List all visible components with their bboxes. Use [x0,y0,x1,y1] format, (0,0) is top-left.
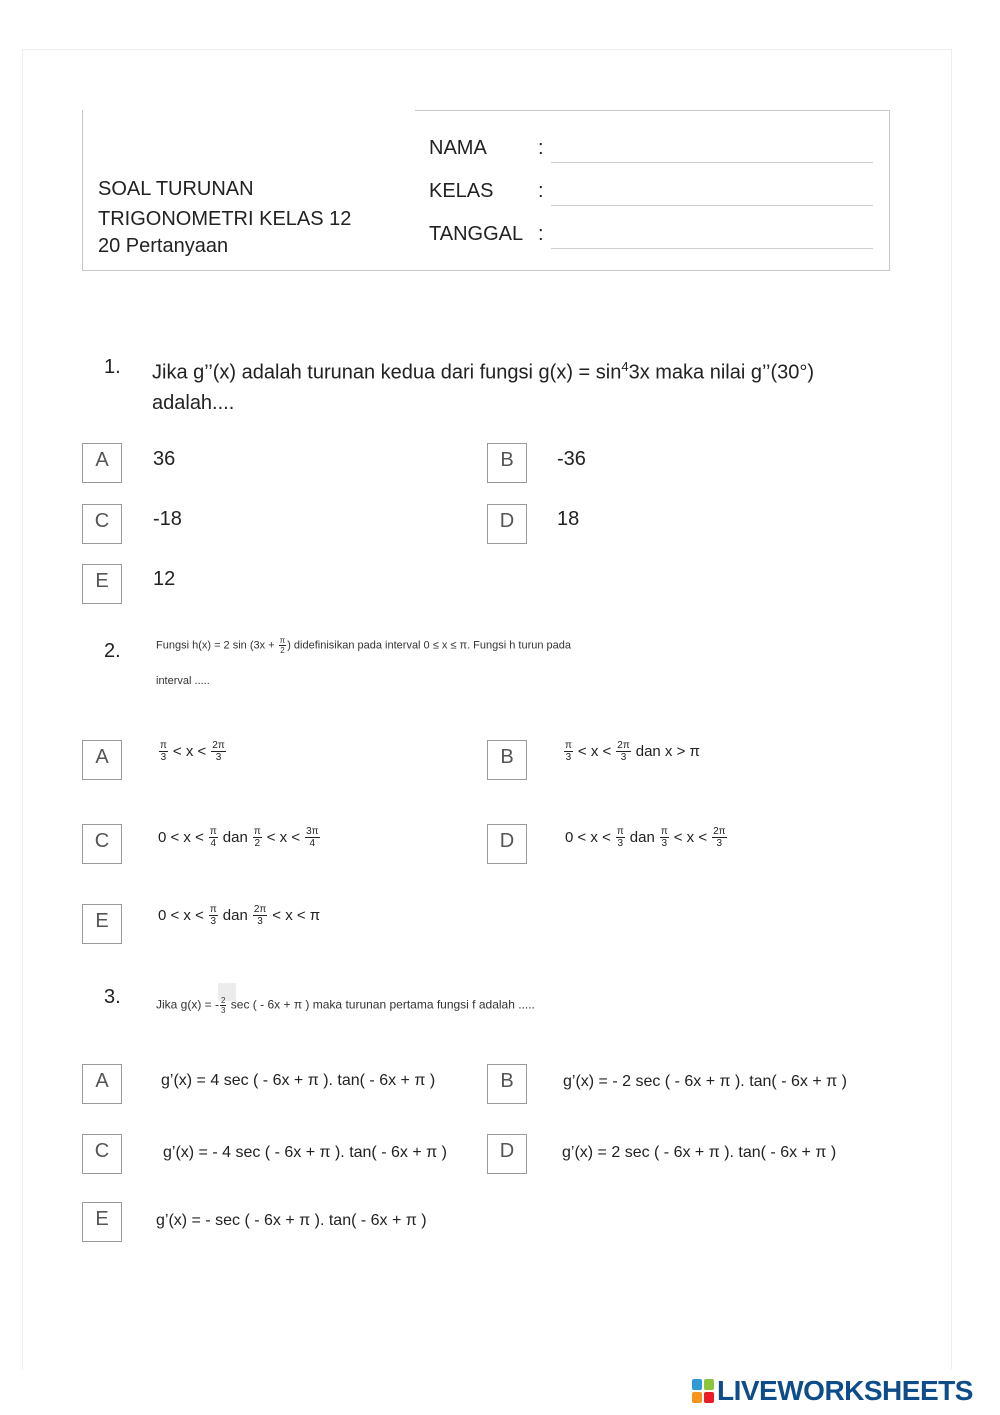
question-2-number: 2. [104,640,121,662]
field-label-tanggal: TANGGAL [429,223,524,245]
q2-option-b-box[interactable]: B [487,740,527,780]
kelas-input-line[interactable] [551,205,873,206]
q3-option-b-formula: g’(x) = - 2 sec ( - 6x + π ). tan( - 6x + π ) [563,1073,847,1090]
q1-option-c-box[interactable]: C [82,504,122,544]
q3-option-c-box[interactable]: C [82,1134,122,1174]
field-label-kelas: KELAS [429,180,494,202]
q1-option-a-text: 36 [153,448,176,470]
q2-option-c-formula: 0 < x < $\frac{\pi}{4}$ dan $\frac{\pi}{2}$ < x < $\frac{3\pi}{4}$ [158,826,319,849]
q3-option-b-box[interactable]: B [487,1064,527,1104]
q2-option-c-box[interactable]: C [82,824,122,864]
q1-option-c-text: -18 [153,508,182,530]
field-colon: : [538,223,544,245]
q2-option-d-box[interactable]: D [487,824,527,864]
q3-option-e-box[interactable]: E [82,1202,122,1242]
q1-option-a-box[interactable]: A [82,443,122,483]
question-count: 20 Pertanyaan [98,235,229,257]
brand-name: LIVEWORKSHEETS [717,1375,973,1406]
q3-option-d-box[interactable]: D [487,1134,527,1174]
q1-option-b-text: -36 [557,448,586,470]
q1-option-e-text: 12 [153,568,176,590]
q2-option-d-formula: 0 < x < $\frac{\pi}{3}$ dan $\frac{\pi}{3}$ < x < $\frac{2\pi}{3}$ [565,826,726,849]
q3-option-a-formula: g’(x) = 4 sec ( - 6x + π ). tan( - 6x + π ) [161,1072,436,1089]
question-2-text-line2: interval ..... [156,675,210,687]
field-colon: : [538,137,544,159]
question-1-number: 1. [104,356,121,378]
q1-option-d-box[interactable]: D [487,504,527,544]
q2-option-a-formula: $\frac{\pi}{3}$ < x < $\frac{2\pi}{3}$ [160,740,225,763]
worksheet-title-line1: SOAL TURUNAN [98,178,254,200]
q2-option-b-formula: $\frac{\pi}{3}$ < x < $\frac{2\pi}{3}$ dan x > π [565,740,700,763]
q1-option-e-box[interactable]: E [82,564,122,604]
q3-option-d-formula: g’(x) = 2 sec ( - 6x + π ). tan( - 6x + π ) [562,1144,837,1161]
liveworksheets-brand [692,1375,973,1407]
q3-option-e-formula: g’(x) = - sec ( - 6x + π ). tan( - 6x + π ) [156,1212,427,1229]
field-colon: : [538,180,544,202]
q1-option-b-box[interactable]: B [487,443,527,483]
question-3-text: Jika g(x) = - $\frac{2}{3}$ sec ( - 6x + π ) maka turunan pertama fungsi f adalah ..... [156,996,535,1015]
question-2-text-line1: Fungsi h(x) = 2 sin (3x + $\frac{\pi}{2}$ ) didefinisikan pada interval 0 ≤ x ≤ π. Fungsi h turun pada [156,636,572,655]
q3-option-c-formula: g’(x) = - 4 sec ( - 6x + π ). tan( - 6x + π ) [163,1144,447,1161]
q2-option-e-formula: 0 < x < $\frac{\pi}{3}$ dan $\frac{2\pi}{3}$ < x < π [158,904,321,927]
liveworksheets-logo-icon [692,1379,714,1403]
q3-option-a-box[interactable]: A [82,1064,122,1104]
q2-option-a-box[interactable]: A [82,740,122,780]
tanggal-input-line[interactable] [551,248,873,249]
q2-option-e-box[interactable]: E [82,904,122,944]
question-1-text: Jika g’’(x) adalah turunan kedua dari fungsi $g(x) = \sin^43x$ maka nilai g’’(30°) adalah.... [152,359,815,414]
field-label-nama: NAMA [429,137,487,159]
nama-input-line[interactable] [551,162,873,163]
question-3-number: 3. [104,986,121,1008]
worksheet-title-line2: TRIGONOMETRI KELAS 12 [98,208,352,230]
q1-option-d-text: 18 [557,508,580,530]
